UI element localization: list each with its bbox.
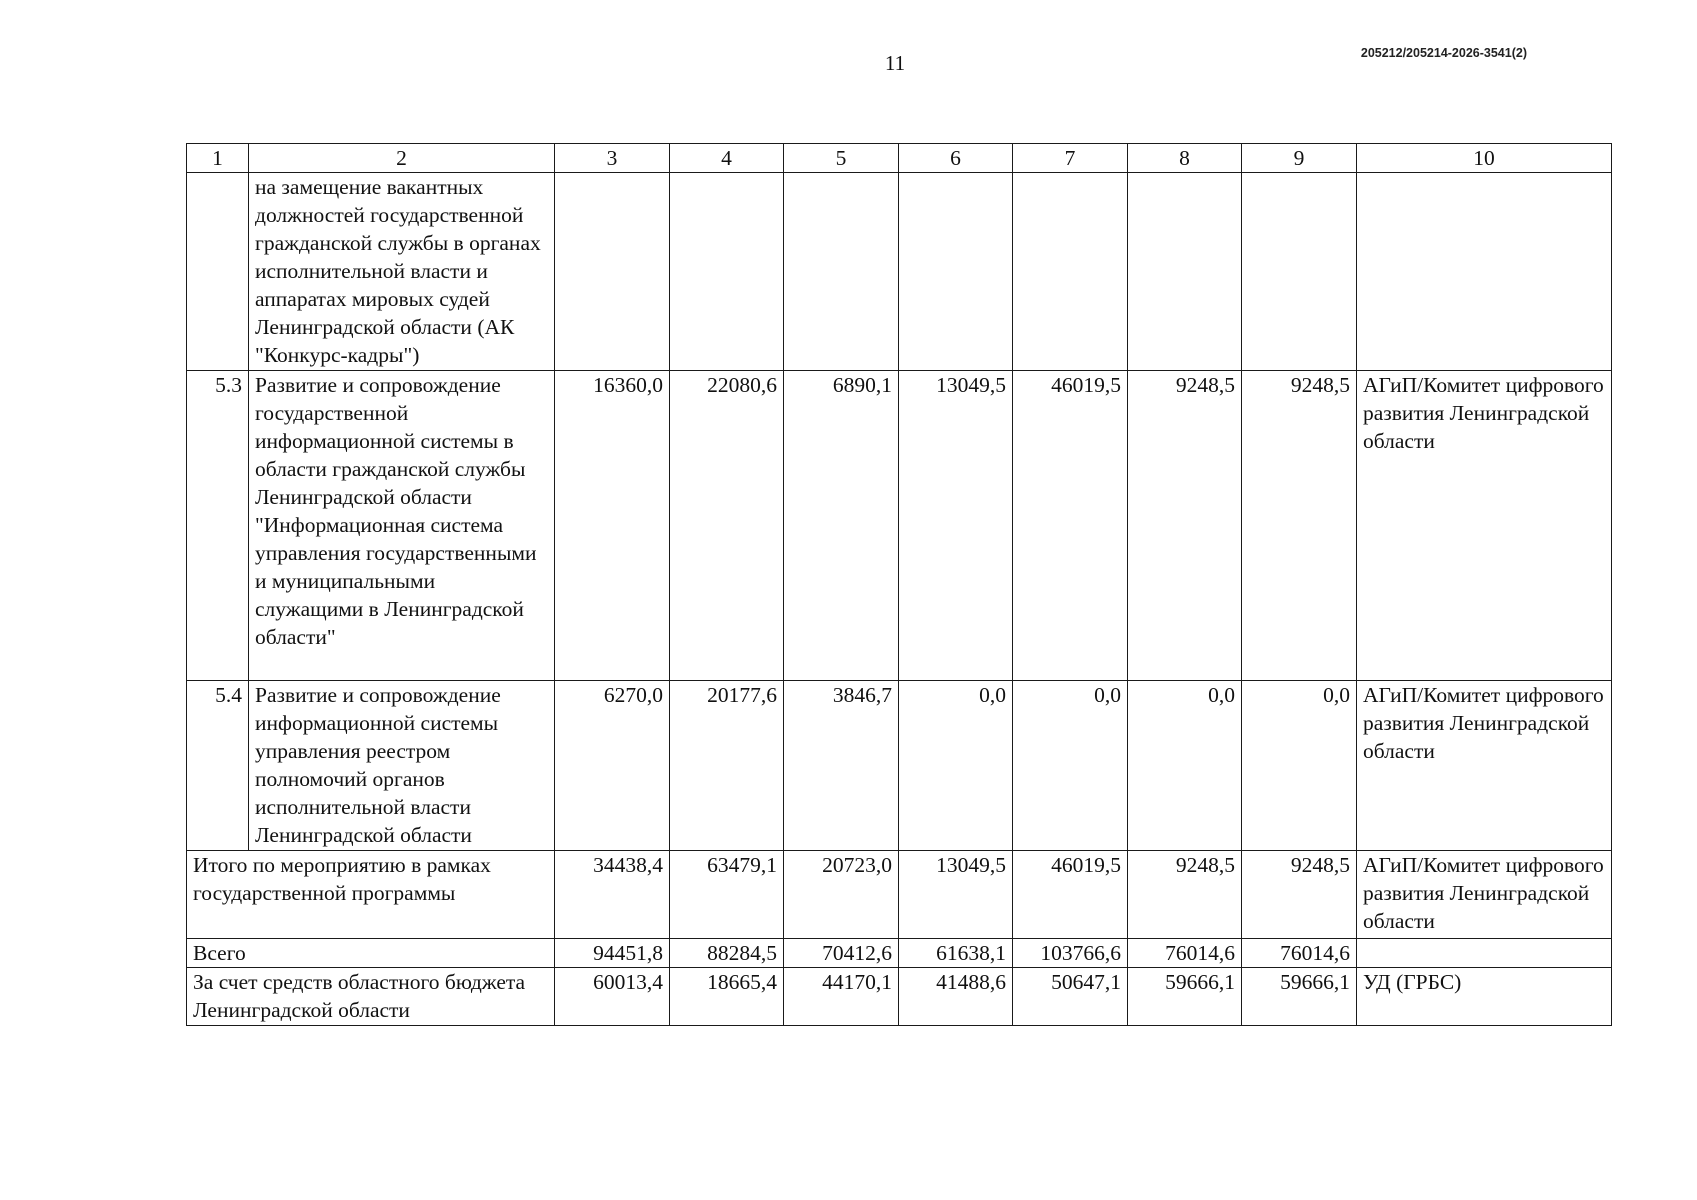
value-cell — [899, 173, 1013, 371]
header-cell: 1 — [187, 144, 249, 173]
page-number: 11 — [884, 51, 906, 75]
header-cell: 3 — [555, 144, 670, 173]
table-row-budget — [187, 968, 1612, 1026]
responsible-cell: АГиП/Комитет цифрового развития Ленинградской области — [1357, 851, 1612, 939]
table-row-continuation — [187, 173, 1612, 371]
value-cell — [1242, 173, 1357, 371]
table-row-itogo — [187, 851, 1612, 939]
value-cell: 46019,5 — [1013, 371, 1128, 681]
header-cell: 5 — [784, 144, 899, 173]
value-cell: 50647,1 — [1013, 968, 1128, 1026]
row-index: 5.4 — [187, 681, 249, 851]
value-cell: 0,0 — [1128, 681, 1242, 851]
value-cell: 44170,1 — [784, 968, 899, 1026]
value-cell: 9248,5 — [1128, 851, 1242, 939]
header-cell: 7 — [1013, 144, 1128, 173]
responsible-cell: УД (ГРБС) — [1357, 968, 1612, 1026]
row-label: Итого по мероприятию в рамках государственной программы — [187, 851, 555, 939]
row-index — [187, 173, 249, 371]
value-cell: 94451,8 — [555, 939, 670, 968]
value-cell: 76014,6 — [1128, 939, 1242, 968]
value-cell: 103766,6 — [1013, 939, 1128, 968]
responsible-cell — [1357, 173, 1612, 371]
value-cell: 6890,1 — [784, 371, 899, 681]
value-cell: 20177,6 — [670, 681, 784, 851]
value-cell: 18665,4 — [670, 968, 784, 1026]
value-cell — [670, 173, 784, 371]
value-cell: 0,0 — [1013, 681, 1128, 851]
responsible-cell: АГиП/Комитет цифрового развития Ленинградской области — [1357, 371, 1612, 681]
value-cell: 34438,4 — [555, 851, 670, 939]
table-header-row — [187, 144, 1612, 173]
value-cell: 16360,0 — [555, 371, 670, 681]
value-cell: 70412,6 — [784, 939, 899, 968]
value-cell — [784, 173, 899, 371]
row-label: За счет средств областного бюджета Ленинградской области — [187, 968, 555, 1026]
row-name: Развитие и сопровождение государственной информационной системы в области гражданской службы Ленинградской области "Информационная система управления государственными и муниципальными служащими в Ленинградской области" — [249, 371, 555, 681]
value-cell: 76014,6 — [1242, 939, 1357, 968]
value-cell: 63479,1 — [670, 851, 784, 939]
value-cell: 41488,6 — [899, 968, 1013, 1026]
responsible-cell: АГиП/Комитет цифрового развития Ленинградской области — [1357, 681, 1612, 851]
value-cell: 88284,5 — [670, 939, 784, 968]
value-cell: 0,0 — [1242, 681, 1357, 851]
value-cell: 46019,5 — [1013, 851, 1128, 939]
document-id: 205212/205214-2026-3541(2) — [1360, 46, 1527, 60]
header-cell: 2 — [249, 144, 555, 173]
table-row-5-4 — [187, 681, 1612, 851]
row-index: 5.3 — [187, 371, 249, 681]
header-cell: 4 — [670, 144, 784, 173]
value-cell: 22080,6 — [670, 371, 784, 681]
value-cell: 20723,0 — [784, 851, 899, 939]
value-cell — [1128, 173, 1242, 371]
program-table — [186, 143, 1612, 1026]
value-cell: 60013,4 — [555, 968, 670, 1026]
row-label: Всего — [187, 939, 555, 968]
value-cell: 0,0 — [899, 681, 1013, 851]
value-cell: 13049,5 — [899, 371, 1013, 681]
value-cell: 61638,1 — [899, 939, 1013, 968]
value-cell: 9248,5 — [1242, 851, 1357, 939]
value-cell: 59666,1 — [1128, 968, 1242, 1026]
header-cell: 8 — [1128, 144, 1242, 173]
value-cell: 59666,1 — [1242, 968, 1357, 1026]
value-cell: 3846,7 — [784, 681, 899, 851]
table-row-5-3 — [187, 371, 1612, 681]
header-cell: 9 — [1242, 144, 1357, 173]
header-cell: 10 — [1357, 144, 1612, 173]
value-cell: 13049,5 — [899, 851, 1013, 939]
responsible-cell — [1357, 939, 1612, 968]
row-name: Развитие и сопровождение информационной системы управления реестром полномочий органов исполнительной власти Ленинградской области — [249, 681, 555, 851]
header-cell: 6 — [899, 144, 1013, 173]
value-cell — [1013, 173, 1128, 371]
value-cell — [555, 173, 670, 371]
row-name: на замещение вакантных должностей государственной гражданской службы в органах исполнительной власти и аппаратах мировых судей Ленинградской области (АК "Конкурс-кадры") — [249, 173, 555, 371]
value-cell: 6270,0 — [555, 681, 670, 851]
value-cell: 9248,5 — [1242, 371, 1357, 681]
table-row-vsego — [187, 939, 1612, 968]
value-cell: 9248,5 — [1128, 371, 1242, 681]
